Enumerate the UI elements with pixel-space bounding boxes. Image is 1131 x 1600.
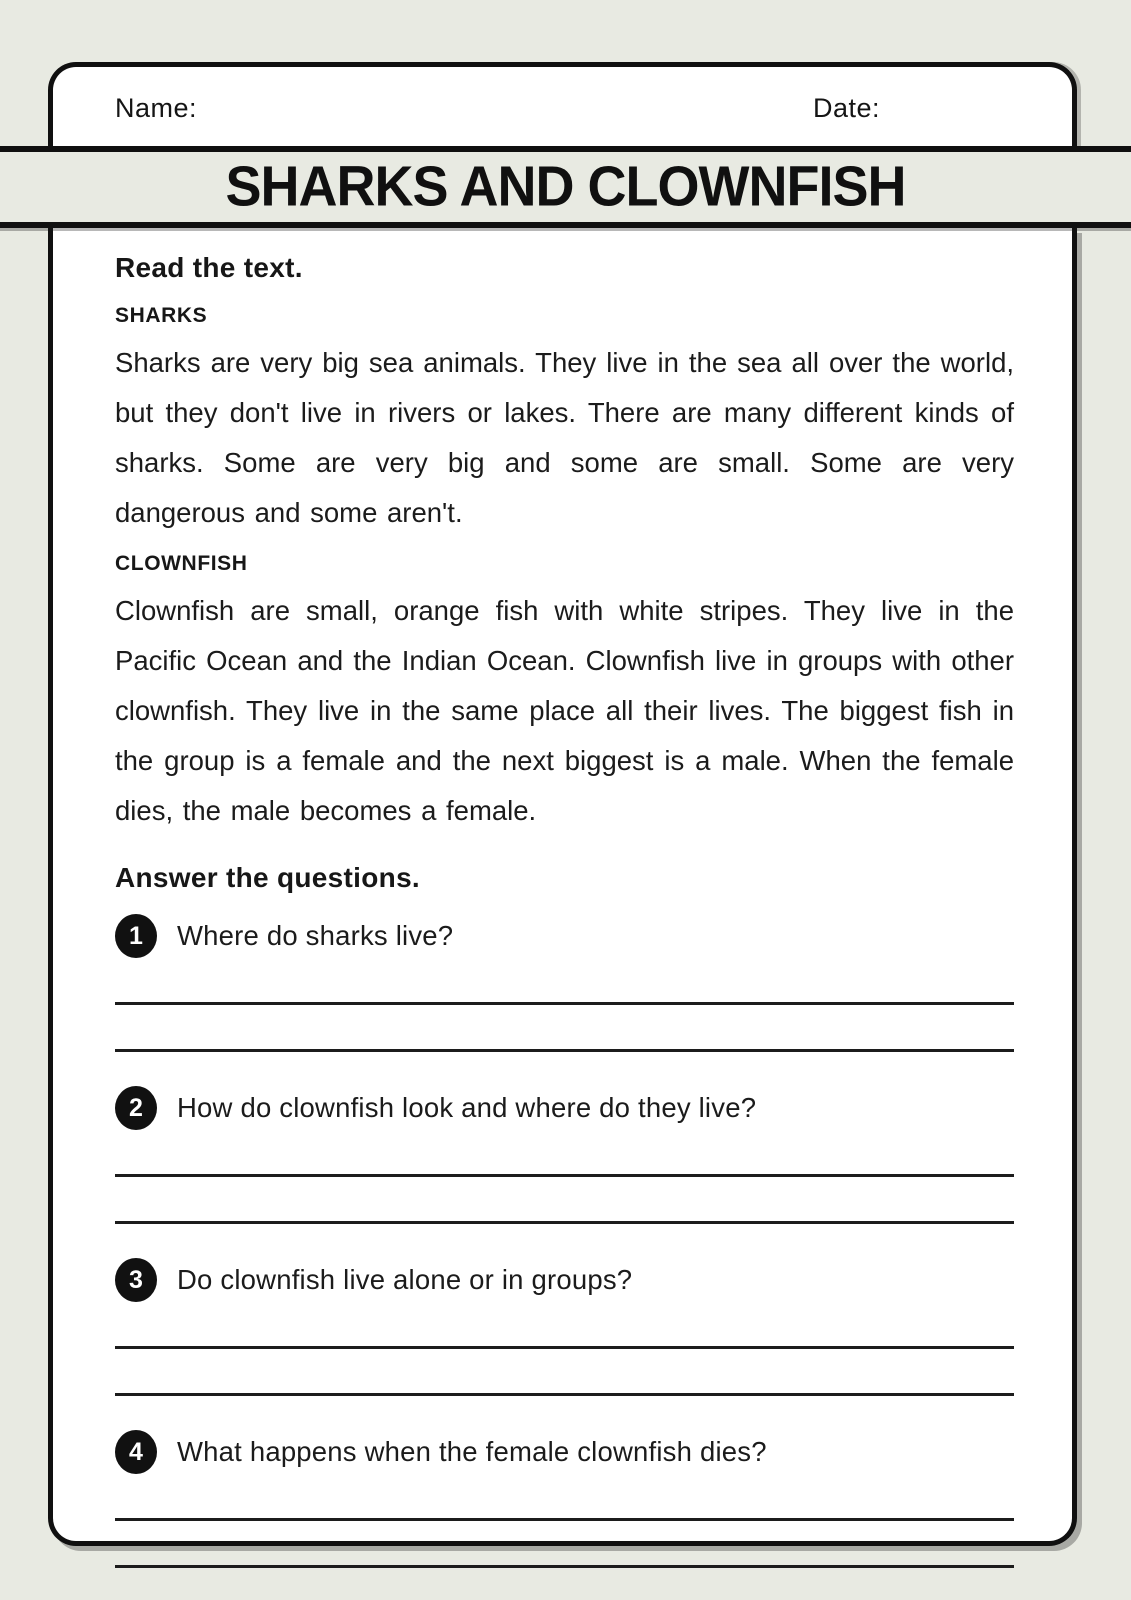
content-box [48, 228, 1077, 1546]
answer-line[interactable] [115, 1518, 1014, 1521]
question-number-badge: 3 [115, 1258, 157, 1302]
answer-line[interactable] [115, 1346, 1014, 1349]
name-date-box [48, 62, 1077, 148]
passage-heading-sharks: SHARKS [115, 304, 208, 327]
passage-heading-clownfish: CLOWNFISH [115, 552, 248, 575]
question-block-2 [115, 1086, 1014, 1224]
question-text: How do clownfish look and where do they live? [177, 1092, 757, 1123]
question-number-badge: 2 [115, 1086, 157, 1130]
question-text: Where do sharks live? [177, 920, 454, 951]
question-text: What happens when the female clownfish dies? [177, 1436, 767, 1467]
answer-instruction: Answer the questions. [115, 862, 421, 893]
read-instruction: Read the text. [115, 252, 303, 283]
date-label: Date: [813, 93, 881, 123]
passage-text-clownfish: Clownfish are small, orange fish with white stripes. They live in the Pacific Ocean and the Indian Ocean. Clownfish live in groups with other clownfish. They live in the same place all their lives. The biggest fish in the group is a female and the next biggest is a male. When the female dies, the male becomes a female. [115, 595, 1014, 826]
question-row [115, 1430, 1014, 1474]
answer-line[interactable] [115, 1565, 1014, 1568]
title-band [0, 146, 1131, 228]
worksheet-title: SHARKS AND CLOWNFISH [225, 155, 906, 219]
date-input-area[interactable] [893, 79, 1063, 141]
name-label: Name: [115, 93, 198, 123]
question-number-badge: 1 [115, 914, 157, 958]
question-block-1 [115, 914, 1014, 1052]
question-row [115, 1258, 1014, 1302]
question-text: Do clownfish live alone or in groups? [177, 1264, 633, 1295]
question-row [115, 1086, 1014, 1130]
answer-line[interactable] [115, 1393, 1014, 1396]
question-block-3 [115, 1258, 1014, 1396]
question-number-badge: 4 [115, 1430, 157, 1474]
answer-line[interactable] [115, 1174, 1014, 1177]
question-row [115, 914, 1014, 958]
answer-line[interactable] [115, 1002, 1014, 1005]
answer-line[interactable] [115, 1221, 1014, 1224]
question-block-4 [115, 1430, 1014, 1568]
passage-text-sharks: Sharks are very big sea animals. They live in the sea all over the world, but they don't live in rivers or lakes. There are many different kinds of sharks. Some are very big and some are small. Some are very dangerous and some aren't. [115, 347, 1014, 528]
answer-line[interactable] [115, 1049, 1014, 1052]
name-input-area[interactable] [203, 79, 763, 141]
